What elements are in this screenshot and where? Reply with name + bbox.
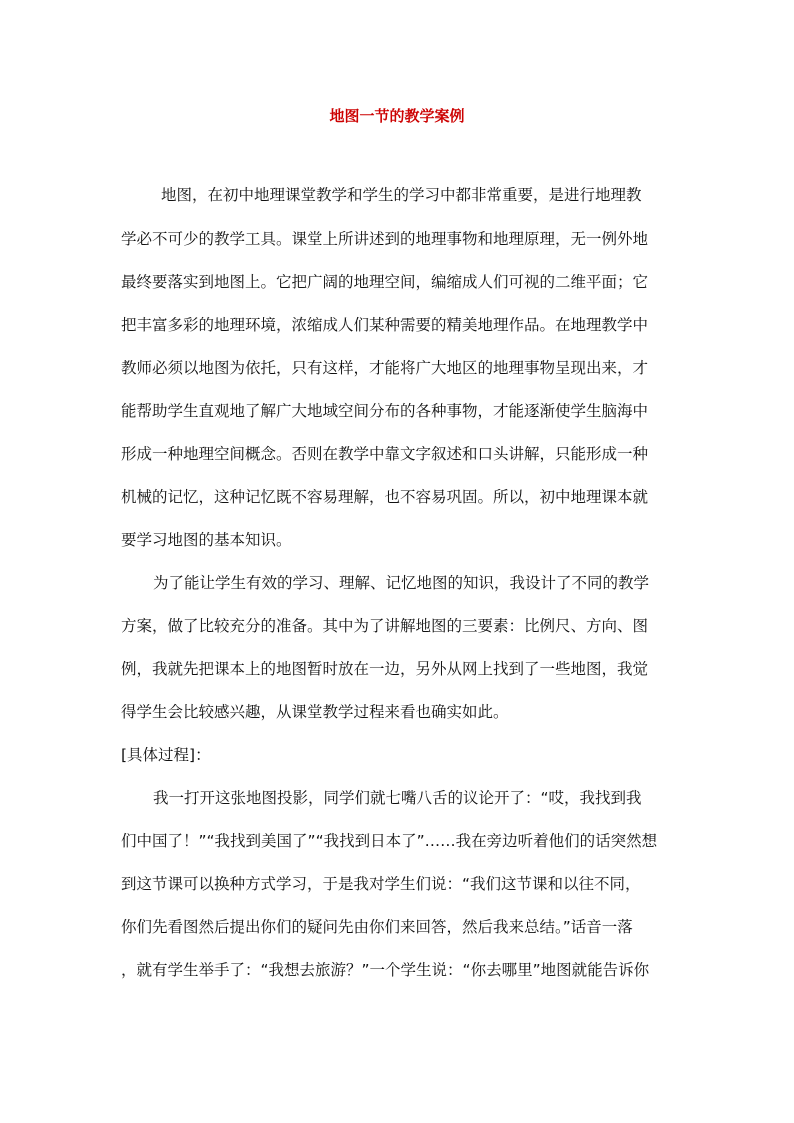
- body-line: 教师必须以地图为依托，只有这样，才能将广大地区的地理事物呈现出来，才: [121, 359, 649, 377]
- body-line: 把丰富多彩的地理环境，浓缩成人们某种需要的精美地理作品。在地理教学中: [121, 316, 649, 334]
- body-line: 要学习地图的基本知识。: [121, 531, 292, 549]
- body-line: 能帮助学生直观地了解广大地域空间分布的各种事物，才能逐渐使学生脑海中: [121, 402, 649, 420]
- body-line: 你们先看图然后提出你们的疑问先由你们来回答，然后我来总结。”话音一落: [121, 918, 633, 936]
- body-line: 们中国了！”“我找到美国了”“我找到日本了”……我在旁边听着他们的话突然想: [121, 832, 658, 850]
- body-line: ，就有学生举手了：“我想去旅游？”一个学生说：“你去哪里”地图就能告诉你: [121, 961, 650, 979]
- body-line: 例，我就先把课本上的地图暂时放在一边，另外从网上找到了一些地图，我觉: [121, 660, 649, 678]
- body-line: 学必不可少的教学工具。课堂上所讲述到的地理事物和地理原理，无一例外地: [121, 230, 649, 248]
- body-line: 地图，在初中地理课堂教学和学生的学习中都非常重要，是进行地理教: [161, 186, 642, 204]
- body-line: [具体过程]：: [121, 746, 211, 764]
- body-line: 得学生会比较感兴趣，从课堂教学过程来看也确实如此。: [121, 703, 509, 721]
- body-line: 方案，做了比较充分的准备。其中为了讲解地图的三要素：比例尺、方向、图: [121, 617, 649, 635]
- document-title: 地图一节的教学案例: [329, 107, 465, 125]
- body-line: 机械的记忆，这种记忆既不容易理解，也不容易巩固。所以，初中地理课本就: [121, 488, 649, 506]
- body-line: 到这节课可以换种方式学习，于是我对学生们说：“我们这节课和以往不同，: [121, 875, 641, 893]
- body-line: 形成一种地理空间概念。否则在教学中靠文字叙述和口头讲解，只能形成一种: [121, 445, 649, 463]
- body-line: 为了能让学生有效的学习、理解、记忆地图的知识，我设计了不同的教学: [153, 574, 650, 592]
- body-line: 我一打开这张地图投影，同学们就七嘴八舌的议论开了：“哎，我找到我: [153, 789, 642, 807]
- body-line: 最终要落实到地图上。它把广阔的地理空间，编缩成人们可视的二维平面；它: [121, 273, 649, 291]
